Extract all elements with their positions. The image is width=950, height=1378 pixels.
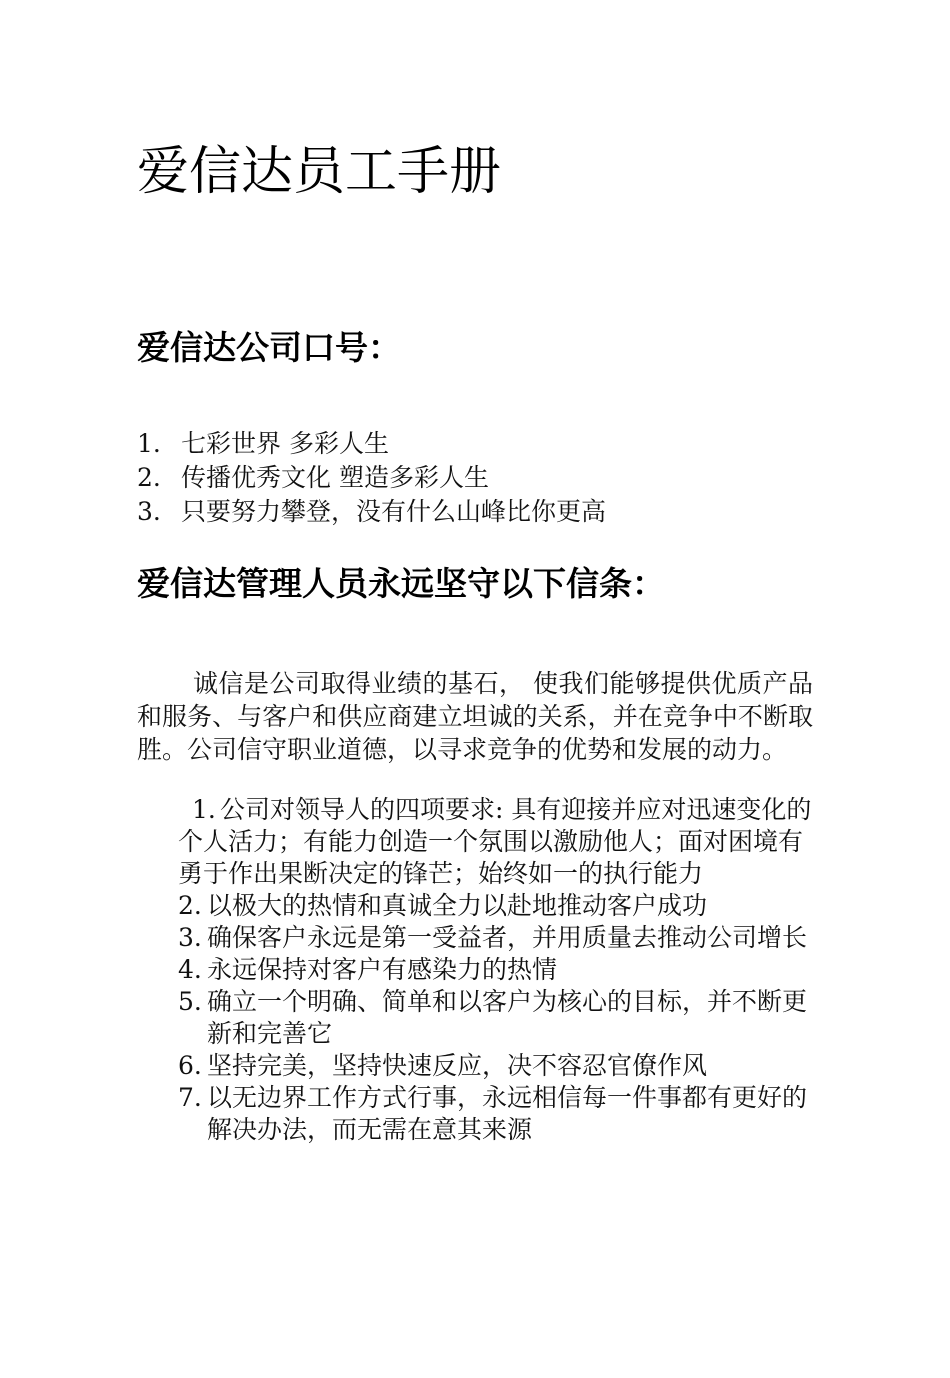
requirement-text: 永远保持对客户有感染力的热情 [207, 955, 558, 984]
requirement-number: 6. [178, 1051, 202, 1080]
requirement-item [178, 922, 814, 954]
requirement-item [178, 794, 814, 890]
requirement-text: 确立一个明确、简单和以客户为核心的目标，并不断更新和完善它 [207, 987, 808, 1048]
slogan-item [137, 495, 606, 529]
requirement-text: 以极大的热情和真诚全力以赴地推动客户成功 [207, 891, 708, 920]
creed-heading: 爱信达管理人员永远坚守以下信条： [137, 564, 665, 603]
requirement-number: 2. [178, 891, 202, 920]
slogan-list [137, 427, 606, 529]
slogan-number: 2. [137, 463, 161, 492]
requirement-item [178, 1082, 814, 1146]
requirement-text: 公司对领导人的四项要求: 具有迎接并应对迅速变化的个人活力；有能力创造一个氛围以激励他人；面对困境有勇于作出果断决定的锋芒；始终如一的执行能力 [178, 795, 812, 888]
slogan-text: 七彩世界 多彩人生 [181, 429, 389, 458]
slogan-number: 3. [137, 497, 161, 526]
requirement-item [178, 986, 814, 1050]
document-title: 爱信达员工手册 [137, 142, 502, 202]
requirement-item [178, 1050, 814, 1082]
slogan-item [137, 427, 606, 461]
requirement-number: 1. [192, 795, 216, 824]
requirement-text: 坚持完美，坚持快速反应，决不容忍官僚作风 [207, 1051, 708, 1080]
requirement-number: 4. [178, 955, 202, 984]
requirement-item [178, 954, 814, 986]
slogan-item [137, 461, 606, 495]
slogan-text: 传播优秀文化 塑造多彩人生 [181, 463, 489, 492]
requirement-number: 3. [178, 923, 202, 952]
slogan-heading: 爱信达公司口号： [137, 328, 401, 367]
requirement-text: 以无边界工作方式行事，永远相信每一件事都有更好的解决办法，而无需在意其来源 [207, 1083, 808, 1144]
requirements-list [178, 794, 814, 1146]
requirement-number: 5. [178, 987, 202, 1016]
slogan-number: 1. [137, 429, 161, 458]
requirement-number: 7. [178, 1083, 202, 1112]
slogan-text: 只要努力攀登，没有什么山峰比你更高 [181, 497, 607, 526]
requirement-item [178, 890, 814, 922]
creed-intro-paragraph: 诚信是公司取得业绩的基石， 使我们能够提供优质产品和服务、与客户和供应商建立坦诚的关系，并在竞争中不断取胜。公司信守职业道德，以寻求竞争的优势和发展的动力。 [137, 669, 813, 764]
requirement-text: 确保客户永远是第一受益者，并用质量去推动公司增长 [207, 923, 808, 952]
